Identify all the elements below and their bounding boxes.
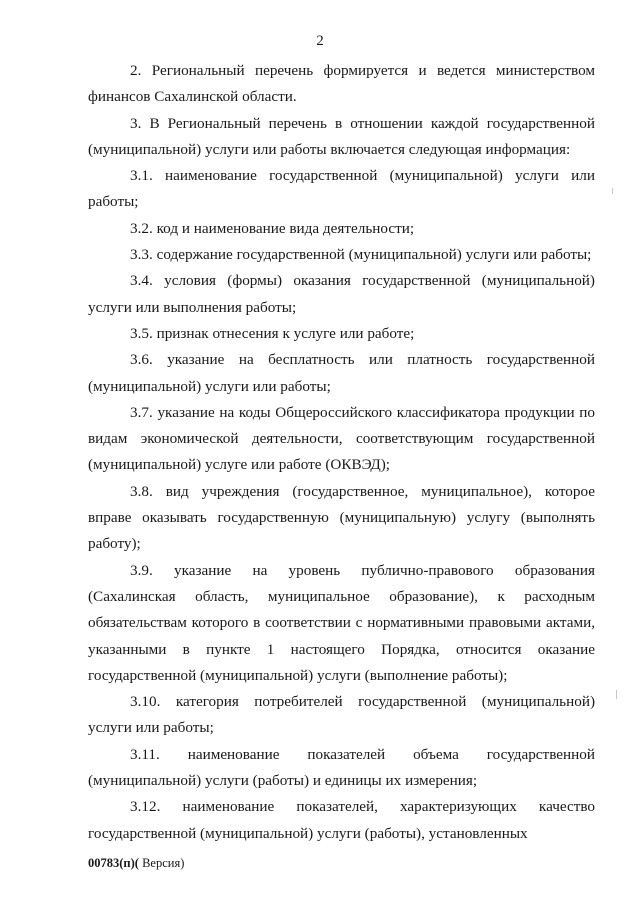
paragraph-3-6: 3.6. указание на бесплатность или платность государственной (муниципальной) услуги или работы; [88, 351, 595, 395]
footer-version: Версия) [138, 856, 185, 870]
paragraph-3-4: 3.4. условия (формы) оказания государственной (муниципальной) услуги или выполнения работы; [88, 272, 595, 316]
scan-mark [616, 690, 617, 699]
scan-mark [612, 188, 613, 194]
footer-code: 00783(п)( [88, 856, 139, 870]
paragraph-3: 3. В Региональный перечень в отношении каждой государственной (муниципальной) услуги или работы включается следующая информация: [88, 114, 595, 158]
paragraph-3-11: 3.11. наименование показателей объема государственной (муниципальной) услуги (работы) и единицы их измерения; [88, 745, 595, 790]
paragraph-3-3: 3.3. содержание государственной (муниципальной) услуги или работы; [130, 246, 592, 264]
paragraph-2: 2. Региональный перечень формируется и ведется министерством финансов Сахалинской области. [88, 62, 595, 106]
document-body [88, 58, 595, 847]
paragraph-3-12: 3.12. наименование показателей, характеризующих качество государственной (муниципальной) услуги (работы), установленных [88, 798, 595, 842]
paragraph-3-1: 3.1. наименование государственной (муниципальной) услуги или работы; [88, 167, 595, 211]
paragraph-3-9: 3.9. указание на уровень публично-правового образования (Сахалинская область, муниципальное образование), к расходным обязательствам которого в соответствии с нормативными правовыми актами, указанными в пункте 1 настоящего Порядка, относится оказание государственной (муниципальной) услуги (выполнение работы); [88, 561, 595, 684]
page-number: 2 [316, 33, 324, 49]
paragraph-3-5: 3.5. признак отнесения к услуге или работе; [130, 324, 415, 342]
document-footer-code [88, 856, 184, 871]
paragraph-3-7: 3.7. указание на коды Общероссийского классификатора продукции по видам экономической деятельности, соответствующим государственной (муниципальной) услуге или работе (ОКВЭД); [88, 403, 595, 474]
paragraph-3-2: 3.2. код и наименование вида деятельности; [130, 219, 415, 237]
paragraph-3-10: 3.10. категория потребителей государственной (муниципальной) услуги или работы; [88, 693, 595, 737]
paragraph-3-8: 3.8. вид учреждения (государственное, муниципальное), которое вправе оказывать государственную (муниципальную) услугу (выполнять работу); [88, 482, 595, 553]
